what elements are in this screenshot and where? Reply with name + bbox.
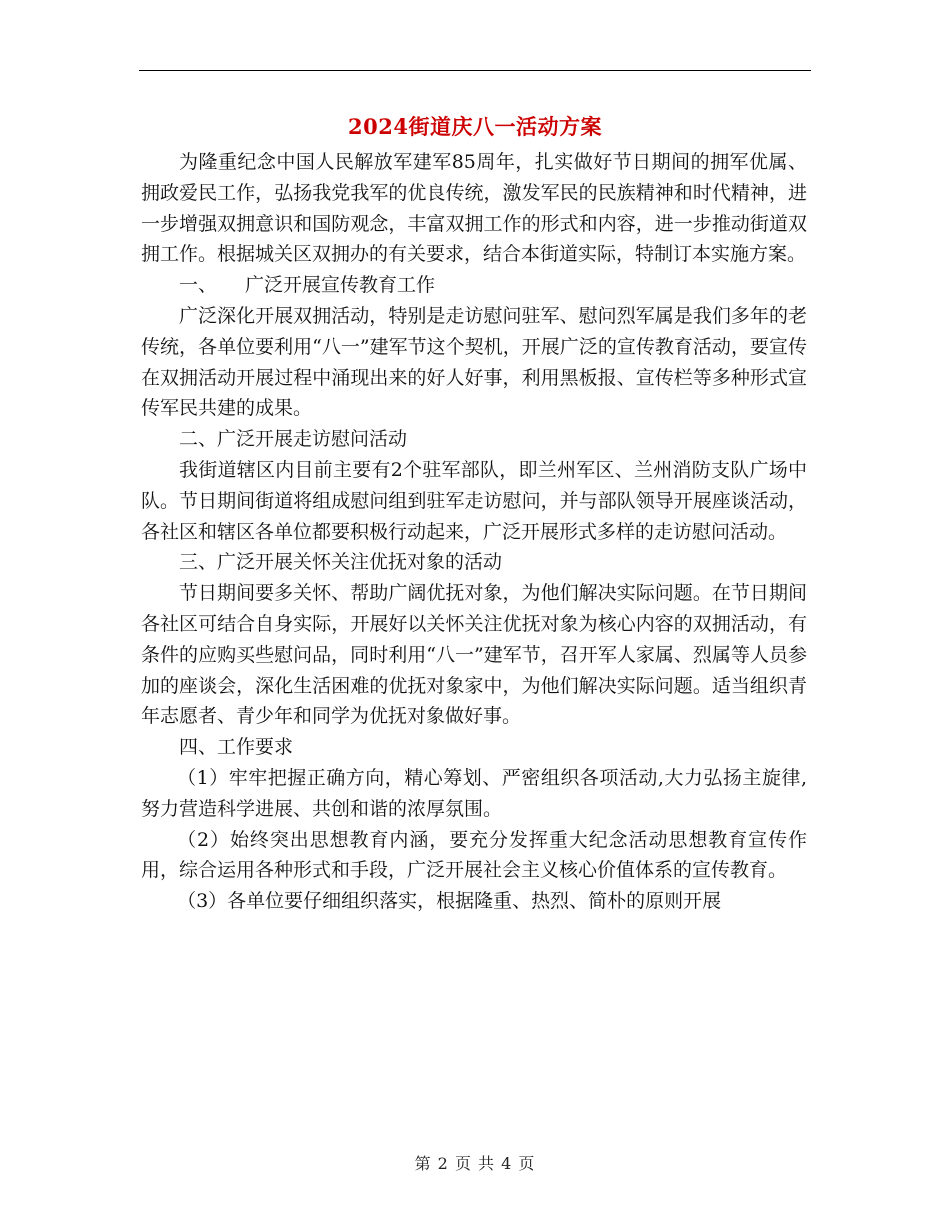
document-body (141, 147, 807, 917)
section-body-3: 节日期间要多关怀、帮助广阔优抚对象，为他们解决实际问题。在节日期间各社区可结合自身实际，开展好以关怀关注优抚对象为核心内容的双拥活动，有条件的应购买些慰问品，同时利用“八一”建军节，召开军人家属、烈属等人员参加的座谈会，深化生活困难的优抚对象家中，为他们解决实际问题。适当组织青年志愿者、青少年和同学为优抚对象做好事。 (141, 582, 807, 728)
section-heading-text-1: 广泛开展宣传教育工作 (245, 274, 436, 297)
page-footer: 第 2 页 共 4 页 (414, 1154, 536, 1173)
section-heading-4: 四、工作要求 (179, 736, 294, 759)
section-heading-2: 二、广泛开展走访慰问活动 (179, 428, 408, 451)
requirement-item-1: （1）牢牢把握正确方向，精心筹划、严密组织各项活动,大力弘扬主旋律,努力营造科学进展、共创和谐的浓厚氛围。 (141, 766, 807, 820)
header-rule (139, 70, 811, 71)
intro-paragraph: 为隆重纪念中国人民解放军建军85周年，扎实做好节日期间的拥军优属、拥政爱民工作，弘扬我党我军的优良传统，激发军民的民族精神和时代精神，进一步增强双拥意识和国防观念，丰富双拥工作的形式和内容，进一步推动街道双拥工作。根据城关区双拥办的有关要求，结合本街道实际，特制订本实施方案。 (141, 151, 807, 266)
section-number-1: 一、 (179, 274, 218, 297)
section-body-1: 广泛深化开展双拥活动，特别是走访慰问驻军、慰问烈军属是我们多年的老传统，各单位要利用“八一”建军节这个契机，开展广泛的宣传教育活动，要宣传在双拥活动开展过程中涌现出来的好人好事，利用黑板报、宣传栏等多种形式宣传军民共建的成果。 (141, 304, 807, 420)
document-title: 2024街道庆八一活动方案 (348, 114, 602, 139)
section-body-2: 我街道辖区内目前主要有2个驻军部队，即兰州军区、兰州消防支队广场中队。节日期间街道将组成慰问组到驻军走访慰问，并与部队领导开展座谈活动，各社区和辖区各单位都要积极行动起来，广泛开展形式多样的走访慰问活动。 (141, 458, 807, 543)
section-heading-3: 三、广泛开展关怀关注优抚对象的活动 (179, 551, 503, 574)
requirement-item-2: （2）始终突出思想教育内涵，要充分发挥重大纪念活动思想教育宣传作用，综合运用各种形式和手段，广泛开展社会主义核心价值体系的宣传教育。 (141, 828, 807, 882)
requirement-item-3: （3）各单位要仔细组织落实，根据隆重、热烈、简朴的原则开展 (177, 890, 722, 913)
section-heading-1 (141, 270, 807, 301)
